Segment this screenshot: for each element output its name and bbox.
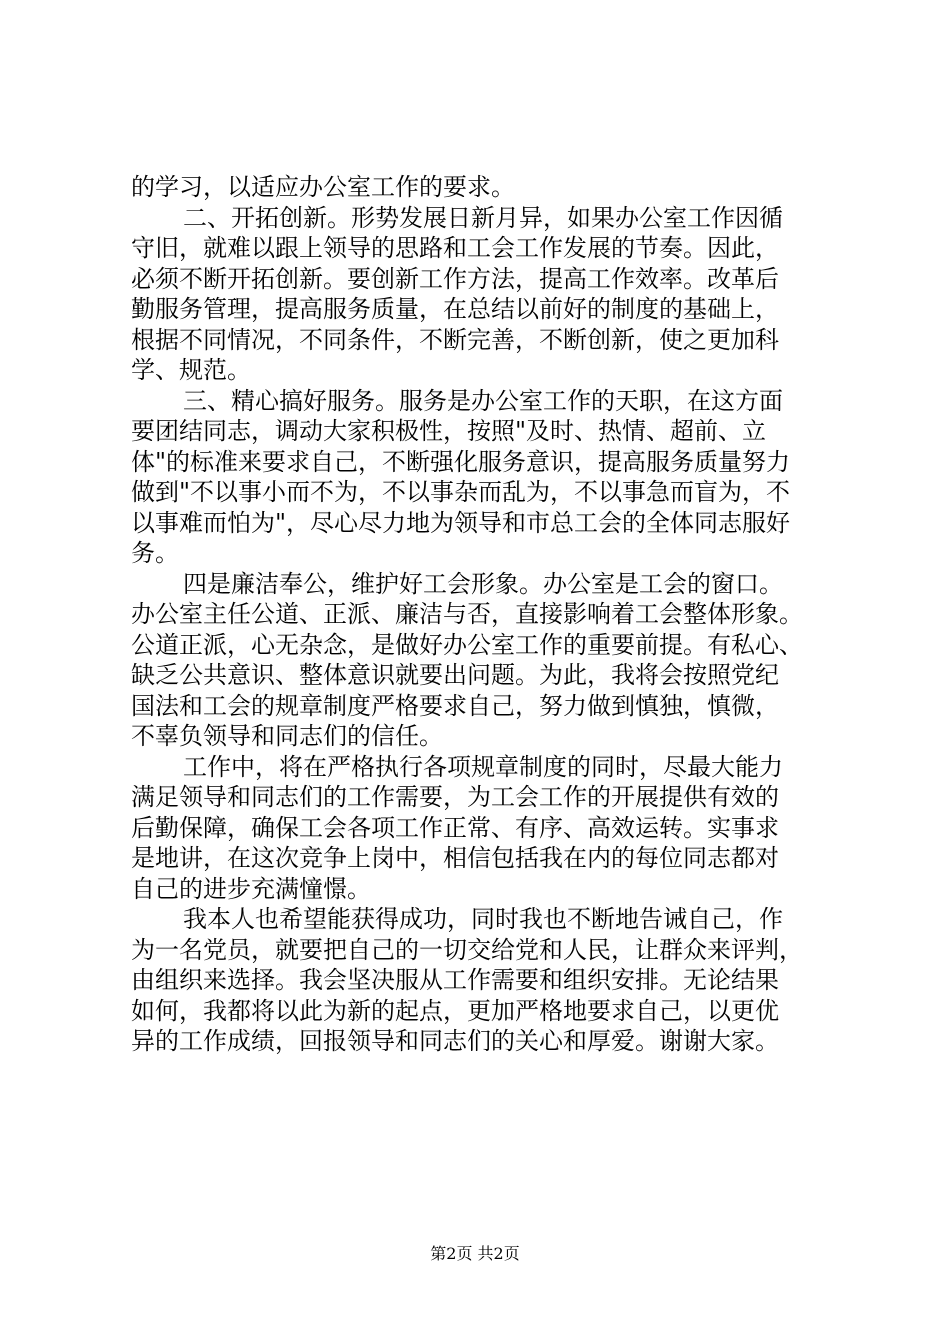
- text-line: 以事难而怕为"，尽心尽力地为领导和市总工会的全体同志服好: [131, 508, 791, 537]
- text-line: 为一名党员，就要把自己的一切交给党和人民，让群众来评判，: [131, 935, 803, 964]
- text-line: 自己的进步充满憧憬。: [131, 874, 371, 903]
- text-line: 做到"不以事小而不为，不以事杂而乱为，不以事急而盲为，不: [131, 478, 791, 506]
- text-line: 国法和工会的规章制度严格要求自己，努力做到慎独，慎微，: [131, 691, 779, 720]
- text-line: 根据不同情况，不同条件，不断完善，不断创新，使之更加科: [131, 325, 779, 354]
- text-line: 学、规范。: [131, 356, 251, 384]
- paragraph-first-line: 工作中，将在严格执行各项规章制度的同时，尽最大能力: [183, 752, 783, 781]
- document-body: [131, 172, 823, 1057]
- text-line: 不辜负领导和同志们的信任。: [131, 722, 443, 750]
- text-line: 必须不断开拓创新。要创新工作方法，提高工作效率。改革后: [131, 264, 779, 293]
- text-line: 体"的标准来要求自己，不断强化服务意识，提高服务质量努力: [131, 447, 791, 476]
- text-line: 公道正派，心无杂念，是做好办公室工作的重要前提。有私心、: [131, 630, 803, 659]
- text-line: 守旧，就难以跟上领导的思路和工会工作发展的节奏。因此，: [131, 234, 779, 262]
- paragraph-first-line: 我本人也希望能获得成功，同时我也不断地告诫自己，作: [183, 905, 783, 933]
- text-line: 要团结同志，调动大家积极性，按照"及时、热情、超前、立: [131, 417, 767, 445]
- text-line: 的学习，以适应办公室工作的要求。: [131, 173, 515, 201]
- text-line: 满足领导和同志们的工作需要，为工会工作的开展提供有效的: [131, 783, 779, 811]
- paragraph-first-line: 二、开拓创新。形势发展日新月异，如果办公室工作因循: [183, 203, 783, 232]
- text-line: 是地讲，在这次竞争上岗中，相信包括我在内的每位同志都对: [131, 844, 779, 872]
- text-line: 由组织来选择。我会坚决服从工作需要和组织安排。无论结果: [131, 966, 779, 994]
- paragraph-first-line: 三、精心搞好服务。服务是办公室工作的天职，在这方面: [183, 386, 783, 415]
- text-line: 异的工作成绩，回报领导和同志们的关心和厚爱。谢谢大家。: [131, 1027, 779, 1055]
- text-line: 如何，我都将以此为新的起点，更加严格地要求自己，以更优: [131, 996, 779, 1025]
- paragraph-first-line: 四是廉洁奉公，维护好工会形象。办公室是工会的窗口。: [183, 569, 783, 598]
- text-line: 务。: [131, 539, 179, 567]
- text-line: 勤服务管理，提高服务质量，在总结以前好的制度的基础上，: [131, 295, 779, 323]
- text-line: 办公室主任公道、正派、廉洁与否，直接影响着工会整体形象。: [131, 600, 803, 628]
- text-line: 缺乏公共意识、整体意识就要出问题。为此，我将会按照党纪: [131, 661, 779, 689]
- text-line: 后勤保障，确保工会各项工作正常、有序、高效运转。实事求: [131, 813, 779, 842]
- page-footer: 第2页 共2页: [430, 1244, 520, 1263]
